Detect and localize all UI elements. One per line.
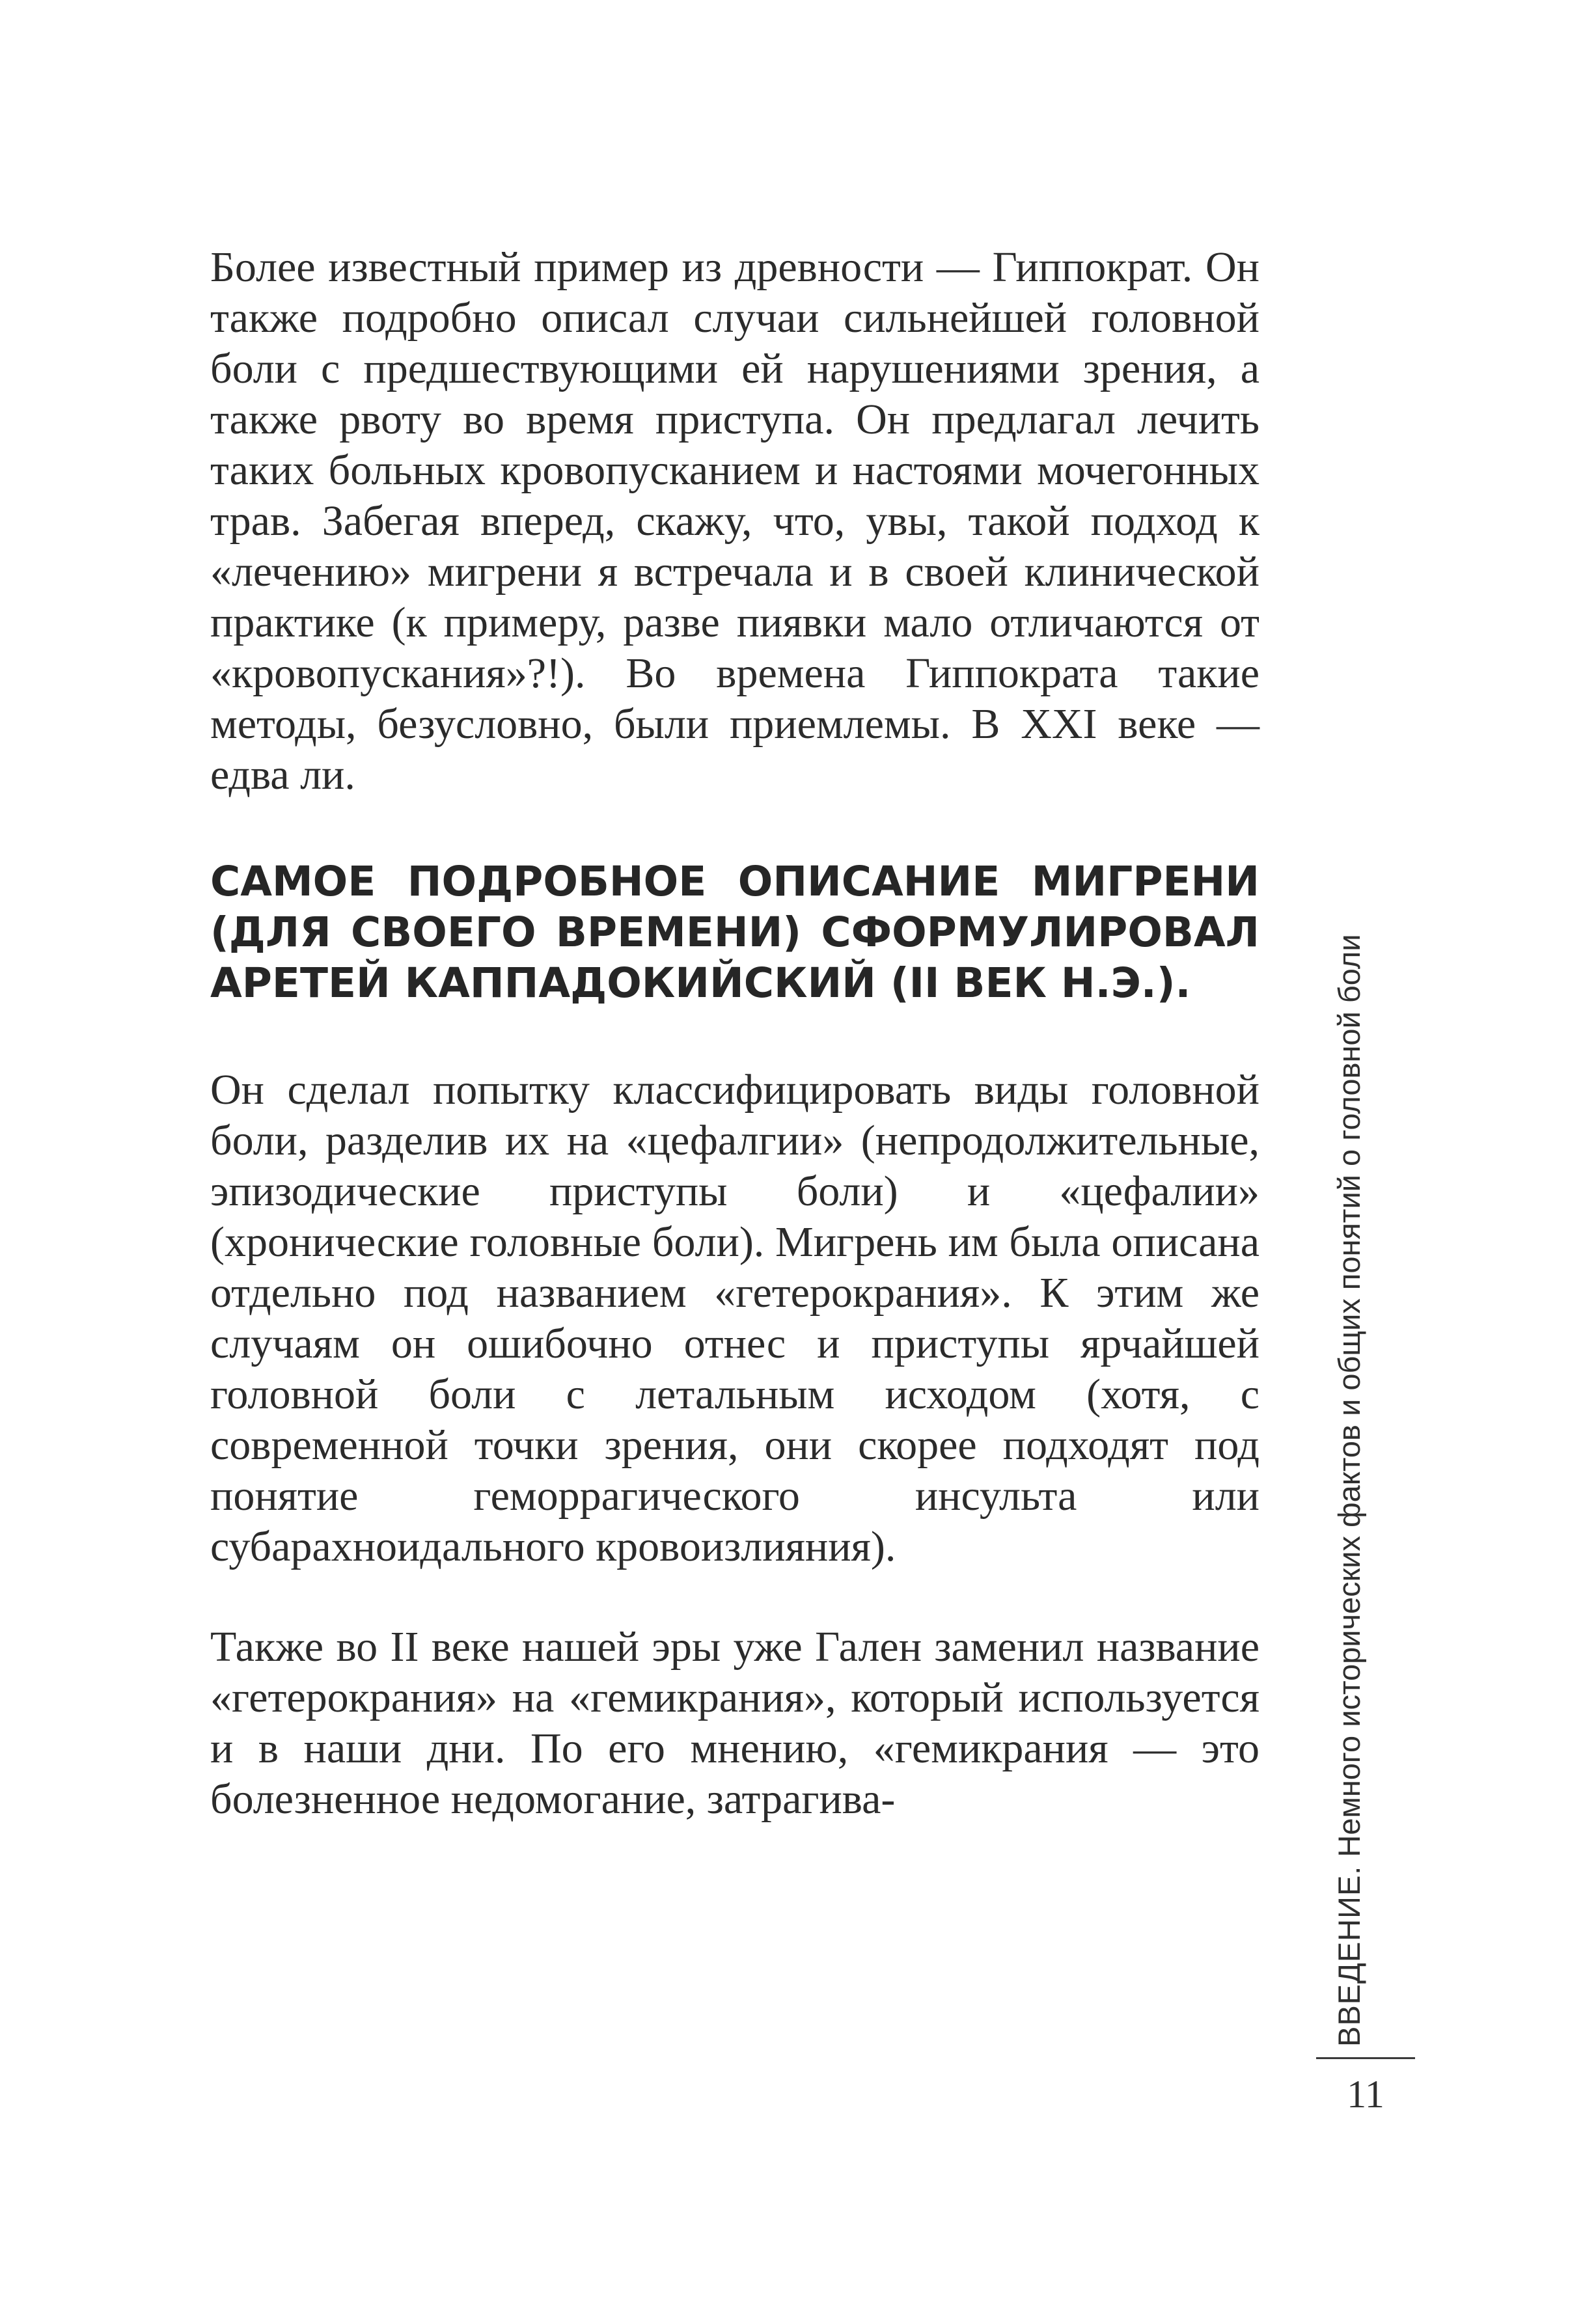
section-heading-aretaeus: САМОЕ ПОДРОБНОЕ ОПИСАНИЕ МИГРЕНИ (ДЛЯ СВОЕГО ВРЕМЕНИ) СФОРМУЛИРОВАЛ АРЕТЕЙ КАППАДОКИЙСКИЙ (II ВЕК Н.Э.). xyxy=(210,858,1260,1007)
main-text-column xyxy=(210,242,1260,1874)
paragraph-hippocrates: Более известный пример из древности — Гиппократ. Он также подробно описал случаи сильнейшей головной боли с предшествующими ей нарушениями зрения, а также рвоту во время приступа. Он предлагал лечить таких больных кровопусканием и настоями мочегонных трав. Забегая вперед, скажу, что, увы, такой подход к «лечению» мигрени я встречала и в своей клинической практике (к примеру, разве пиявки мало отличаются от «кровопускания»?!). Во времена Гиппократа такие методы, безусловно, были приемлемы. В XXI веке — едва ли. xyxy=(210,243,1260,799)
running-head-section: ВВЕДЕНИЕ. xyxy=(1332,1865,1366,2047)
running-head xyxy=(1330,888,1369,2047)
running-head-title: Немного исторических фактов и общих понятий о головной боли xyxy=(1332,934,1366,1857)
paragraph-classification: Он сделал попытку классифицировать виды головной боли, разделив их на «цефалгии» (непродолжительные, эпизодические приступы боли) и «цефалии» (хронические головные боли). Мигрень им была описана отдельно под названием «гетерокрания». К этим же случаям он ошибочно отнес и приступы ярчайшей головной боли с летальным исходом (хотя, с современной точки зрения, они скорее подходят под понятие геморрагического инсульта или субарахноидального кровоизлияния). xyxy=(210,1066,1260,1570)
paragraph-galen: Также во II веке нашей эры уже Гален заменил название «гетерокрания» на «гемикрания», который используется и в наши дни. По его мнению, «гемикрания — это болезненное недомогание, затрагива- xyxy=(210,1623,1260,1823)
page-number-rule xyxy=(1316,2057,1415,2059)
page-number: 11 xyxy=(1347,2073,1384,2116)
